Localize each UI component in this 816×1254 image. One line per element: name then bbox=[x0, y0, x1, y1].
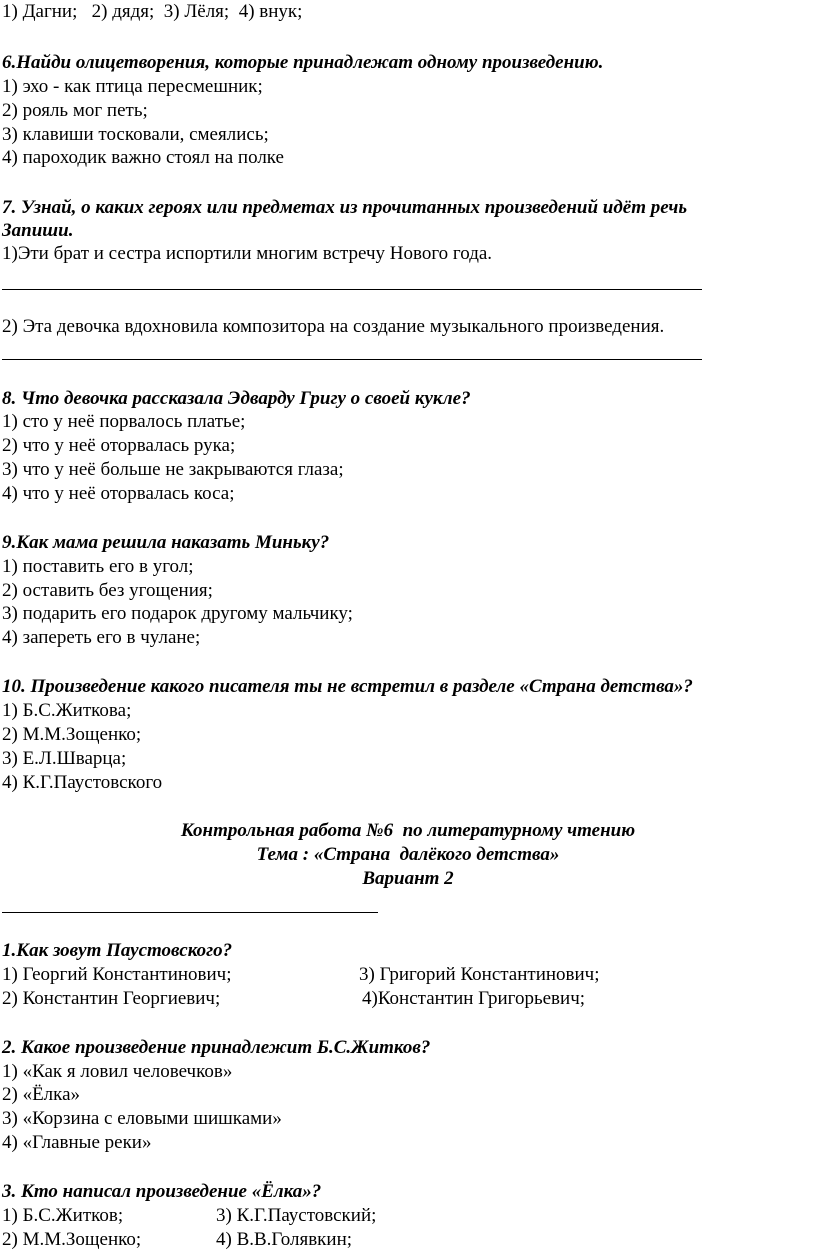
question-8-title: 8. Что девочка рассказала Эдварду Григу о своей кукле? bbox=[2, 388, 471, 409]
q10-option-2: 2) М.М.Зощенко; bbox=[2, 724, 142, 745]
q9-option-2: 2) оставить без угощения; bbox=[2, 580, 213, 601]
q8-option-1: 1) сто у неё порвалось платье; bbox=[2, 411, 246, 432]
v2q3-option-4: 4) В.В.Голявкин; bbox=[216, 1229, 353, 1250]
v2-question-1-title: 1.Как зовут Паустовского? bbox=[2, 940, 233, 961]
q8-option-2: 2) что у неё оторвалась рука; bbox=[2, 435, 236, 456]
q6-option-1: 1) эхо - как птица пересмешник; bbox=[2, 76, 263, 97]
question-9-title: 9.Как мама решила наказать Миньку? bbox=[2, 532, 330, 553]
v2q1-option-1: 1) Георгий Константинович; bbox=[2, 964, 232, 985]
q6-option-4: 4) пароходик важно стоял на полке bbox=[2, 147, 284, 168]
question-7-title: 7. Узнай, о каких героях или предметах из прочитанных произведений идёт речь bbox=[2, 197, 688, 218]
v2-question-2-title: 2. Какое произведение принадлежит Б.С.Житков? bbox=[2, 1037, 431, 1058]
q6-option-2: 2) рояль мог петь; bbox=[2, 100, 148, 121]
q6-option-3: 3) клавиши тосковали, смеялись; bbox=[2, 124, 269, 145]
q8-option-3: 3) что у неё больше не закрываются глаза; bbox=[2, 459, 344, 480]
q9-option-3: 3) подарить его подарок другому мальчику; bbox=[2, 603, 353, 624]
answer-line-1 bbox=[2, 289, 702, 290]
q7-item-2: 2) Эта девочка вдохновила композитора на создание музыкального произведения. bbox=[2, 316, 665, 337]
q9-option-4: 4) запереть его в чулане; bbox=[2, 627, 201, 648]
v2q2-option-3: 3) «Корзина с еловыми шишками» bbox=[2, 1108, 282, 1129]
q10-option-1: 1) Б.С.Житкова; bbox=[2, 700, 132, 721]
v2q3-option-1: 1) Б.С.Житков; bbox=[2, 1205, 124, 1226]
v2q3-option-2: 2) М.М.Зощенко; bbox=[2, 1229, 142, 1250]
q9-option-1: 1) поставить его в угол; bbox=[2, 556, 194, 577]
v2q2-option-1: 1) «Как я ловил человечков» bbox=[2, 1061, 233, 1082]
q10-option-4: 4) К.Г.Паустовского bbox=[2, 772, 163, 793]
answer-options-line: 1) Дагни; 2) дядя; 3) Лёля; 4) внук; bbox=[2, 1, 303, 22]
test-title: Контрольная работа №6 по литературному чтению bbox=[180, 820, 636, 841]
q7-item-1: 1)Эти брат и сестра испортили многим встречу Нового года. bbox=[2, 243, 493, 264]
name-line bbox=[2, 912, 378, 913]
question-6-title: 6.Найди олицетворения, которые принадлежат одному произведению. bbox=[2, 52, 604, 73]
v2-question-3-title: 3. Кто написал произведение «Ёлка»? bbox=[2, 1181, 322, 1202]
q8-option-4: 4) что у неё оторвалась коса; bbox=[2, 483, 235, 504]
q10-option-3: 3) Е.Л.Шварца; bbox=[2, 748, 127, 769]
v2q1-option-3: 3) Григорий Константинович; bbox=[359, 964, 600, 985]
answer-line-2 bbox=[2, 359, 702, 360]
test-topic: Тема : «Страна далёкого детства» bbox=[256, 844, 560, 865]
v2q1-option-2: 2) Константин Георгиевич; bbox=[2, 988, 221, 1009]
v2q2-option-2: 2) «Ёлка» bbox=[2, 1084, 81, 1105]
v2q3-option-3: 3) К.Г.Паустовский; bbox=[216, 1205, 377, 1226]
v2q1-option-4: 4)Константин Григорьевич; bbox=[362, 988, 586, 1009]
test-variant: Вариант 2 bbox=[362, 868, 454, 889]
question-7-subtitle: Запиши. bbox=[2, 220, 74, 241]
v2q2-option-4: 4) «Главные реки» bbox=[2, 1132, 152, 1153]
question-10-title: 10. Произведение какого писателя ты не встретил в разделе «Страна детства»? bbox=[2, 676, 693, 697]
